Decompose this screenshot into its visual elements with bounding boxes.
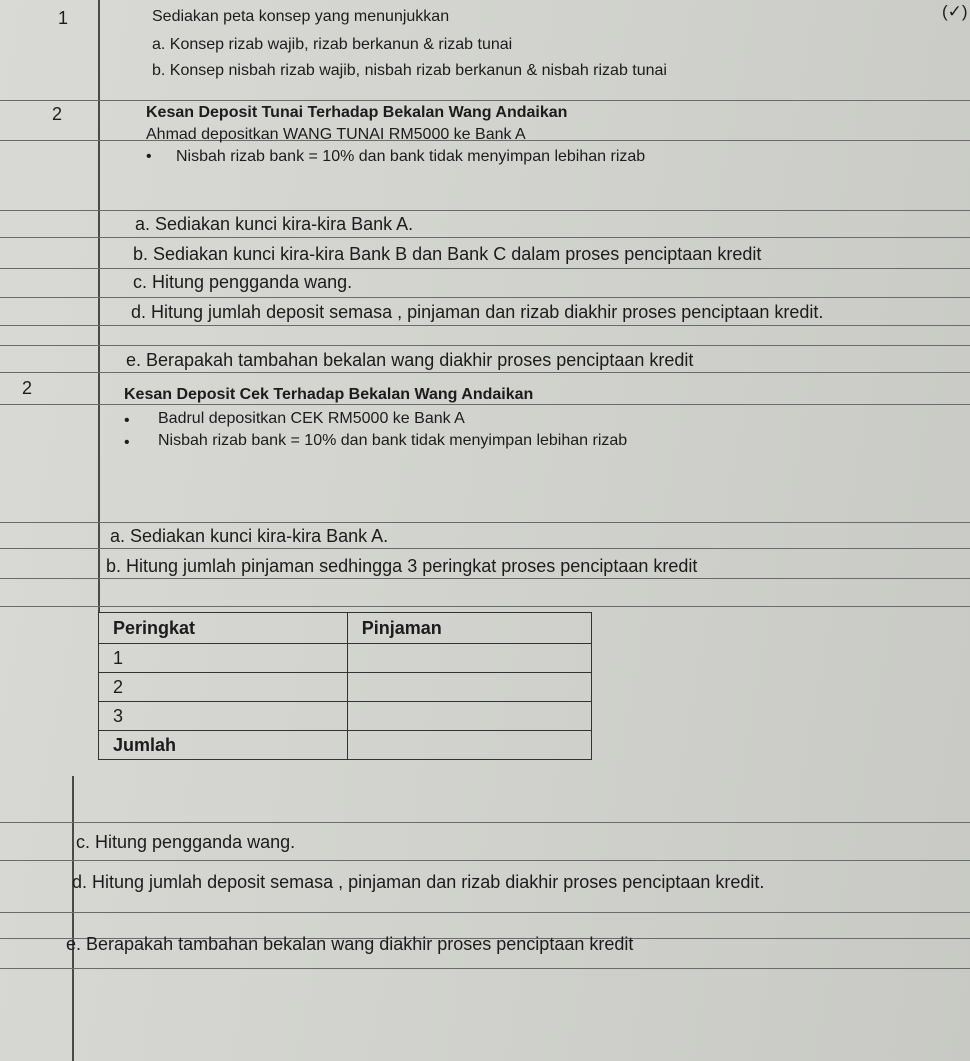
question-3-part-c: c. Hitung pengganda wang. bbox=[76, 832, 296, 852]
table-cell-loan bbox=[347, 644, 591, 673]
question-2-part-a: a. Sediakan kunci kira-kira Bank A. bbox=[135, 214, 414, 234]
column-divider bbox=[98, 0, 100, 612]
rule-line bbox=[0, 548, 970, 549]
table-header-peringkat: Peringkat bbox=[99, 613, 348, 644]
question-3-part-b: b. Hitung jumlah pinjaman sedhingga 3 peringkat proses penciptaan kredit bbox=[106, 556, 698, 576]
question-3-part-d: d. Hitung jumlah deposit semasa , pinjaman dan rizab diakhir proses penciptaan kredit. bbox=[72, 872, 765, 892]
table-cell-level: 2 bbox=[99, 673, 348, 702]
question-3-part-e: e. Berapakah tambahan bekalan wang diakhir proses penciptaan kredit bbox=[66, 934, 634, 954]
rule-line bbox=[0, 606, 970, 607]
bullet-dot: • bbox=[124, 434, 130, 451]
question-2-part-b: b. Sediakan kunci kira-kira Bank B dan Bank C dalam proses penciptaan kredit bbox=[133, 244, 762, 264]
table-cell-loan bbox=[347, 673, 591, 702]
rule-line bbox=[0, 325, 970, 326]
question-1-number: 1 bbox=[58, 8, 69, 28]
table-header-row bbox=[99, 613, 592, 644]
table-cell-total-value bbox=[347, 731, 591, 760]
question-2-line: Ahmad depositkan WANG TUNAI RM5000 ke Bank A bbox=[146, 126, 526, 143]
question-2-bullet: Nisbah rizab bank = 10% dan bank tidak menyimpan lebihan rizab bbox=[176, 148, 646, 165]
table-header-pinjaman: Pinjaman bbox=[347, 613, 591, 644]
question-2-title: Kesan Deposit Tunai Terhadap Bekalan Wang Andaikan bbox=[146, 104, 568, 121]
question-2-part-d: d. Hitung jumlah deposit semasa , pinjaman dan rizab diakhir proses penciptaan kredit. bbox=[131, 302, 824, 322]
question-1-instruction: Sediakan peta konsep yang menunjukkan bbox=[152, 8, 450, 25]
loan-table bbox=[98, 612, 592, 760]
rule-line bbox=[0, 860, 970, 861]
table-cell-total-label: Jumlah bbox=[99, 731, 348, 760]
rule-line bbox=[0, 404, 970, 405]
table-cell-loan bbox=[347, 702, 591, 731]
question-3-bullet-2: Nisbah rizab bank = 10% dan bank tidak menyimpan lebihan rizab bbox=[158, 432, 628, 449]
question-2-part-c: c. Hitung pengganda wang. bbox=[133, 272, 353, 292]
rule-line bbox=[0, 968, 970, 969]
question-2-number: 2 bbox=[52, 104, 63, 124]
table-row-total bbox=[99, 731, 592, 760]
rule-line bbox=[0, 345, 970, 346]
table-row bbox=[99, 673, 592, 702]
rule-line bbox=[0, 372, 970, 373]
bullet-dot: • bbox=[146, 148, 152, 165]
rule-line bbox=[0, 237, 970, 238]
rule-line bbox=[0, 297, 970, 298]
rule-line bbox=[0, 268, 970, 269]
table-cell-level: 3 bbox=[99, 702, 348, 731]
bullet-dot: • bbox=[124, 412, 130, 429]
rule-line bbox=[0, 578, 970, 579]
rule-line bbox=[0, 100, 970, 101]
table-row bbox=[99, 702, 592, 731]
question-1-item-a: a. Konsep rizab wajib, rizab berkanun & rizab tunai bbox=[152, 36, 513, 53]
question-3-bullet-1: Badrul depositkan CEK RM5000 ke Bank A bbox=[158, 410, 465, 427]
column-divider-lower bbox=[72, 776, 74, 1061]
table-row bbox=[99, 644, 592, 673]
check-mark: (✓) bbox=[942, 2, 968, 21]
rule-line bbox=[0, 822, 970, 823]
rule-line bbox=[0, 522, 970, 523]
rule-line bbox=[0, 912, 970, 913]
question-3-number: 2 bbox=[22, 378, 33, 398]
question-3-part-a: a. Sediakan kunci kira-kira Bank A. bbox=[110, 526, 389, 546]
rule-line bbox=[0, 210, 970, 211]
table-cell-level: 1 bbox=[99, 644, 348, 673]
question-2-part-e: e. Berapakah tambahan bekalan wang diakhir proses penciptaan kredit bbox=[126, 350, 694, 370]
question-3-title: Kesan Deposit Cek Terhadap Bekalan Wang Andaikan bbox=[124, 386, 534, 403]
question-1-item-b: b. Konsep nisbah rizab wajib, nisbah rizab berkanun & nisbah rizab tunai bbox=[152, 62, 667, 79]
